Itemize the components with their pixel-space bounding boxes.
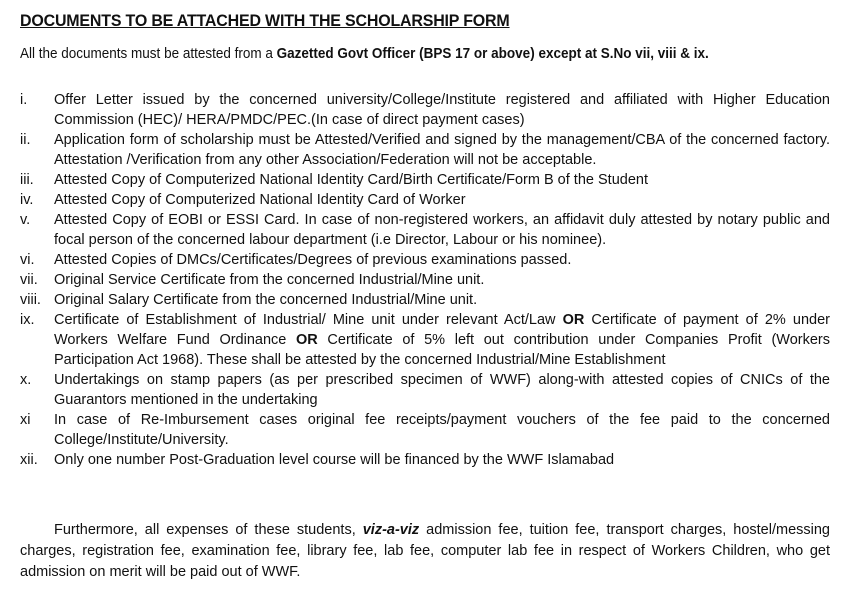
list-item [0,210,850,250]
intro-line [20,45,709,62]
item-number: xi [20,412,31,428]
list-item [0,270,850,290]
item-number: vii. [20,272,38,288]
closing-emphasis: viz-a-viz [362,522,420,538]
item-text: Original Salary Certificate from the concerned Industrial/Mine unit. [54,292,478,308]
intro-bold: Gazetted Govt Officer (BPS 17 or above) except at S.No vii, viii & ix. [276,45,709,62]
list-item [0,130,850,170]
item-number: vi. [20,252,35,268]
item-number: i. [20,92,28,108]
item-number: ix. [20,312,35,328]
item-number: x. [20,372,32,388]
item-number: v. [20,212,31,228]
item-number: iv. [20,192,34,208]
item-text: Attested Copies of DMCs/Certificates/Degrees of previous examinations passed. [54,252,572,268]
closing-after: admission fee, tuition fee, transport charges, hostel/messing charges, registration fee, examination fee, library fee, lab fee, computer lab fee in respect of Workers Children, who get admission on merit will be paid out of WWF. [20,522,830,580]
list-item [0,290,850,310]
closing-paragraph [20,520,830,583]
item-text: Undertakings on stamp papers (as per prescribed specimen of WWF) along-with attested copies of CNICs of the Guarantors mentioned in the undertaking [54,372,830,408]
top-cut-off-line [0,0,850,3]
list-item [0,90,850,130]
item-text-part: Certificate of payment of 2% under Workers Welfare Fund Ordinance [54,312,830,348]
list-item [0,370,850,410]
list-item [0,410,850,450]
item-number: iii. [20,172,34,188]
item-text [54,310,830,370]
item-text: Attested Copy of Computerized National Identity Card/Birth Certificate/Form B of the Student [54,172,648,188]
item-text: In case of Re-Imbursement cases original fee receipts/payment vouchers of the fee paid to the concerned College/Institute/University. [54,412,830,448]
item-text-part: Certificate of Establishment of Industrial/ Mine unit under relevant Act/Law [54,312,563,328]
item-text-part: Certificate of 5% left out contribution under Companies Profit (Workers Participation Act 1968). These shall be attested by the concerned Industrial/Mine Establishment [54,332,830,368]
closing-before: Furthermore, all expenses of these students, [54,522,363,538]
list-item [0,170,850,190]
documents-list [0,90,850,470]
item-text: Original Service Certificate from the concerned Industrial/Mine unit. [54,272,485,288]
list-item [0,190,850,210]
item-text: Only one number Post-Graduation level course will be financed by the WWF Islamabad [54,452,615,468]
item-text: Attested Copy of EOBI or ESSI Card. In case of non-registered workers, an affidavit duly attested by notary public and focal person of the concerned labour department (i.e Director, Labour or his nominee). [54,212,830,248]
list-item [0,450,850,470]
or-emphasis: OR [296,332,318,348]
item-text: Application form of scholarship must be Attested/Verified and signed by the management/CBA of the concerned factory. Attestation /Verification from any other Association/Federation will not be acceptable. [54,132,830,168]
or-emphasis: OR [562,312,585,328]
item-text: Offer Letter issued by the concerned university/College/Institute registered and affiliated with Higher Education Commission (HEC)/ HERA/PMDC/PEC.(In case of direct payment cases) [54,92,830,128]
list-item [0,310,850,370]
section-heading: DOCUMENTS TO BE ATTACHED WITH THE SCHOLARSHIP FORM [20,11,510,30]
item-number: ii. [20,132,31,148]
item-number: xii. [20,452,38,468]
list-item [0,250,850,270]
item-text: Attested Copy of Computerized National Identity Card of Worker [54,192,466,208]
item-number: viii. [20,292,41,308]
intro-prefix: All the documents must be attested from a [20,45,277,62]
